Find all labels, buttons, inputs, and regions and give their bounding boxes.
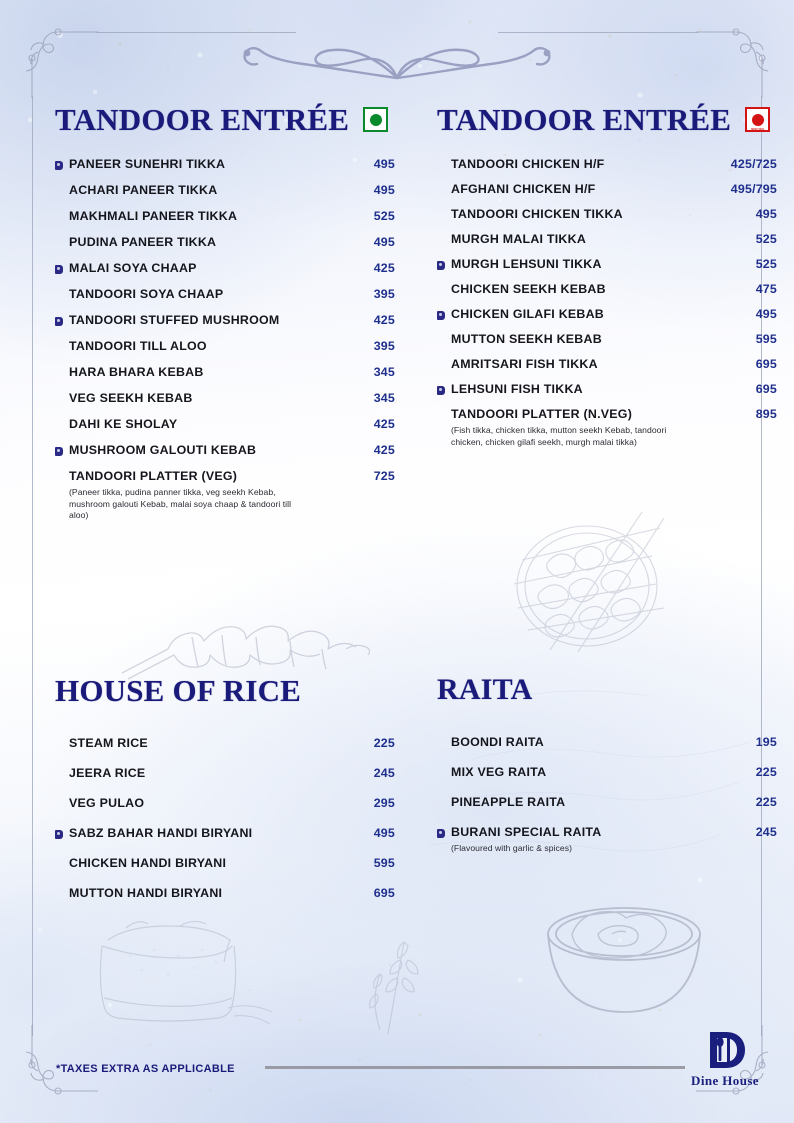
non-veg-icon — [745, 107, 770, 132]
item-name: TANDOORI PLATTER (VEG) — [69, 469, 238, 483]
item-description: (Fish tikka, chicken tikka, mutton seekh Kebab, tandoori chicken, chicken gilafi seekh, murgh malai tikka) — [451, 425, 667, 447]
item-name: MALAI SOYA CHAAP — [69, 261, 197, 275]
menu-item-row[interactable] — [437, 735, 777, 749]
item-price: 195 — [755, 735, 777, 749]
menu-item-row[interactable] — [55, 766, 395, 780]
item-price: 475 — [755, 282, 777, 296]
header-flourish-ornament — [225, 34, 569, 96]
item-name: MAKHMALI PANEER TIKKA — [69, 209, 238, 223]
item-price: 595 — [755, 332, 777, 346]
menu-item-row[interactable] — [437, 207, 777, 221]
menu-item-row[interactable] — [437, 825, 777, 839]
menu-item-row[interactable] — [437, 407, 777, 421]
item-name: CHICKEN SEEKH KEBAB — [451, 282, 606, 296]
item-name: TANDOORI TILL ALOO — [69, 339, 207, 353]
item-price: 395 — [373, 287, 395, 301]
menu-item-row[interactable] — [437, 332, 777, 346]
item-price: 525 — [755, 232, 777, 246]
item-price: 495 — [755, 207, 777, 221]
section-header-tandoor-entree-nonveg — [437, 104, 777, 135]
menu-list-raita — [437, 735, 777, 855]
item-name: STEAM RICE — [69, 736, 148, 750]
menu-item-row[interactable] — [437, 765, 777, 779]
item-price: 425 — [373, 443, 395, 457]
item-description: (Paneer tikka, pudina panner tikka, veg seekh Kebab, mushroom galouti Kebab, malai soya chaap & tandoori till aloo) — [69, 487, 292, 520]
item-price: 695 — [755, 357, 777, 371]
item-price: 725 — [373, 469, 395, 483]
chef-special-marker-icon — [437, 311, 445, 320]
item-price: 245 — [755, 825, 777, 839]
column-left — [55, 104, 395, 532]
item-name: MURGH MALAI TIKKA — [451, 232, 587, 246]
item-name: MUTTON SEEKH KEBAB — [451, 332, 602, 346]
menu-item-row[interactable] — [55, 365, 395, 379]
item-name: VEG SEEKH KEBAB — [69, 391, 193, 405]
chef-special-marker-icon — [437, 829, 445, 838]
chef-special-marker-icon — [55, 317, 63, 326]
item-name: SABZ BAHAR HANDI BIRYANI — [69, 826, 253, 840]
kebab-platter-illustration — [492, 500, 682, 660]
item-name: PINEAPPLE RAITA — [451, 795, 566, 809]
menu-item-row[interactable] — [55, 183, 395, 197]
item-price: 395 — [373, 339, 395, 353]
seekh-skewer-illustration — [110, 545, 370, 685]
item-name: AFGHANI CHICKEN H/F — [451, 182, 596, 196]
menu-item-row[interactable] — [437, 282, 777, 296]
item-name: BOONDI RAITA — [451, 735, 544, 749]
item-name: AMRITSARI FISH TIKKA — [451, 357, 598, 371]
item-price: 225 — [755, 795, 777, 809]
item-price: 595 — [373, 856, 395, 870]
chef-special-marker-icon — [55, 161, 63, 170]
item-name: PANEER SUNEHRI TIKKA — [69, 157, 226, 171]
menu-item-row[interactable] — [437, 257, 777, 271]
item-price: 495 — [373, 826, 395, 840]
menu-item-row[interactable] — [55, 856, 395, 870]
item-name: TANDOORI STUFFED MUSHROOM — [69, 313, 280, 327]
menu-item-row[interactable] — [55, 469, 395, 483]
item-description: (Flavoured with garlic & spices) — [451, 843, 572, 853]
item-price: 425/725 — [730, 157, 777, 171]
section-title: TANDOOR ENTRÉE — [55, 102, 350, 137]
item-name: TANDOORI SOYA CHAAP — [69, 287, 224, 301]
menu-item-row[interactable] — [437, 182, 777, 196]
item-name: ACHARI PANEER TIKKA — [69, 183, 218, 197]
item-price: 695 — [373, 886, 395, 900]
item-price: 895 — [755, 407, 777, 421]
column-right — [437, 104, 777, 458]
menu-item-row[interactable] — [55, 417, 395, 431]
menu-item-row[interactable] — [437, 157, 777, 171]
corner-ornament-top-right — [694, 14, 780, 100]
menu-item-row[interactable] — [437, 307, 777, 321]
item-name: JEERA RICE — [69, 766, 146, 780]
item-price: 295 — [373, 796, 395, 810]
item-price: 425 — [373, 261, 395, 275]
item-price: 225 — [373, 736, 395, 750]
border-line-top-left — [96, 32, 296, 33]
non-veg-label: NON VEG — [751, 127, 765, 131]
footer-divider — [265, 1066, 685, 1069]
item-price: 495 — [373, 157, 395, 171]
raita-bowl-illustration — [538, 898, 710, 1038]
chef-special-marker-icon — [55, 447, 63, 456]
menu-item-row[interactable] — [55, 313, 395, 327]
menu-list-tandoor-entree-veg — [55, 157, 395, 522]
chef-special-marker-icon — [55, 830, 63, 839]
menu-item-row[interactable] — [437, 795, 777, 809]
item-price: 495 — [373, 183, 395, 197]
item-name: LEHSUNI FISH TIKKA — [451, 382, 583, 396]
item-price: 425 — [373, 417, 395, 431]
menu-item-row[interactable] — [55, 443, 395, 457]
item-name: MUTTON HANDI BIRYANI — [69, 886, 223, 900]
section-header-tandoor-entree-veg — [55, 104, 395, 135]
item-name: MUSHROOM GALOUTI KEBAB — [69, 443, 257, 457]
section-title: TANDOOR ENTRÉE — [437, 102, 732, 137]
border-line-top-right — [498, 32, 698, 33]
rice-sack-illustration — [68, 912, 283, 1037]
taxes-note: *TAXES EXTRA AS APPLICABLE — [56, 1063, 235, 1075]
item-name: TANDOORI CHICKEN H/F — [451, 157, 605, 171]
menu-item-row[interactable] — [55, 886, 395, 900]
section-header-house-of-rice — [55, 675, 395, 706]
item-price: 495 — [373, 235, 395, 249]
item-name: HARA BHARA KEBAB — [69, 365, 204, 379]
logo-wordmark: Dine House — [691, 1073, 759, 1088]
menu-item-row[interactable] — [437, 357, 777, 371]
veg-icon — [363, 107, 388, 132]
menu-item-row[interactable] — [55, 826, 395, 840]
item-name: PUDINA PANEER TIKKA — [69, 235, 217, 249]
menu-item-row[interactable] — [55, 339, 395, 353]
corner-ornament-top-left — [14, 14, 100, 100]
chef-special-marker-icon — [55, 265, 63, 274]
item-price: 525 — [373, 209, 395, 223]
menu-item-row[interactable] — [55, 209, 395, 223]
menu-item-row[interactable] — [55, 391, 395, 405]
section-title: HOUSE OF RICE — [55, 673, 302, 708]
item-price: 525 — [755, 257, 777, 271]
chef-special-marker-icon — [437, 261, 445, 270]
wheat-stalk-illustration — [330, 930, 440, 1040]
item-price: 495/795 — [730, 182, 777, 196]
menu-item-row[interactable] — [55, 235, 395, 249]
section-title: RAITA — [437, 673, 533, 706]
section-header-raita — [437, 675, 777, 705]
chef-special-marker-icon — [437, 386, 445, 395]
menu-item-row[interactable] — [55, 157, 395, 171]
menu-item-row[interactable] — [55, 287, 395, 301]
menu-item-row[interactable] — [55, 261, 395, 275]
item-name: TANDOORI PLATTER (N.VEG) — [451, 407, 633, 421]
dine-house-logo-icon — [703, 1029, 747, 1071]
item-price: 425 — [373, 313, 395, 327]
item-name: MURGH LEHSUNI TIKKA — [451, 257, 602, 271]
item-name: VEG PULAO — [69, 796, 145, 810]
item-price: 495 — [755, 307, 777, 321]
menu-item-row[interactable] — [437, 232, 777, 246]
item-name: TANDOORI CHICKEN TIKKA — [451, 207, 623, 221]
item-price: 245 — [373, 766, 395, 780]
item-price: 345 — [373, 365, 395, 379]
menu-item-row[interactable] — [55, 796, 395, 810]
column-left-lower — [55, 675, 395, 912]
item-price: 345 — [373, 391, 395, 405]
item-name: CHICKEN GILAFI KEBAB — [451, 307, 604, 321]
item-name: BURANI SPECIAL RAITA — [451, 825, 602, 839]
item-price: 695 — [755, 382, 777, 396]
menu-list-tandoor-entree-nonveg — [437, 157, 777, 448]
item-name: MIX VEG RAITA — [451, 765, 547, 779]
brand-logo — [682, 1029, 768, 1089]
border-line-left — [32, 96, 33, 1036]
menu-item-row[interactable] — [437, 382, 777, 396]
item-name: DAHI KE SHOLAY — [69, 417, 178, 431]
column-right-lower — [437, 675, 777, 865]
item-name: CHICKEN HANDI BIRYANI — [69, 856, 227, 870]
menu-item-row[interactable] — [55, 736, 395, 750]
item-price: 225 — [755, 765, 777, 779]
menu-list-house-of-rice — [55, 736, 395, 900]
